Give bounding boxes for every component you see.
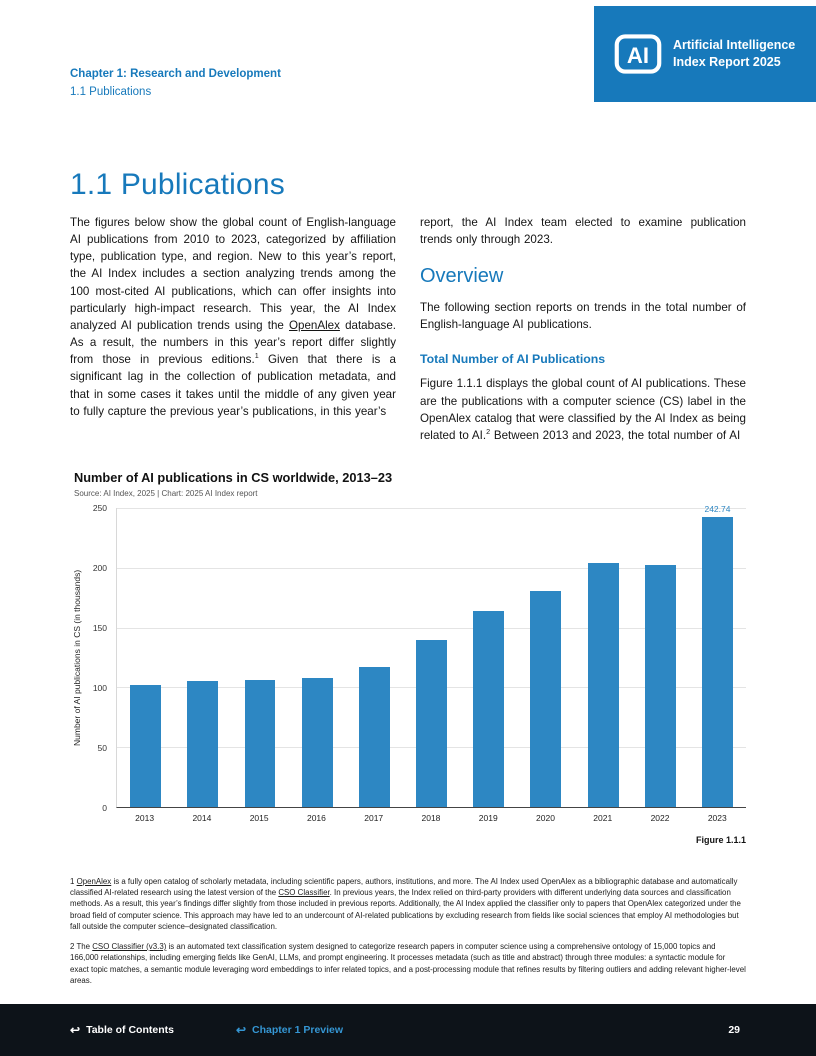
right-paragraph: report, the AI Index team elected to examine publication trends only through 2023.: [420, 216, 746, 247]
chart-section: [70, 470, 746, 845]
y-tick-label: 50: [97, 743, 107, 753]
x-tick-label: 2022: [650, 813, 670, 823]
bar-slot: [517, 508, 574, 807]
subsection-heading: Total Number of AI Publications: [420, 352, 606, 367]
inline-link[interactable]: CSO Classifier: [278, 888, 330, 898]
chapter-preview-label: Chapter 1 Preview: [252, 1024, 344, 1036]
brand-title: [673, 37, 795, 72]
footnote-2: [70, 941, 746, 986]
left-paragraph: [70, 214, 396, 420]
chapter-label: Chapter 1: Research and Development: [70, 68, 281, 80]
y-tick-label: 200: [92, 563, 107, 573]
bar-2018: [416, 640, 447, 807]
bar-2021: [588, 563, 619, 807]
return-arrow-icon: ↩: [70, 1023, 81, 1037]
bar-slot: [403, 508, 460, 807]
bar-slot: [117, 508, 174, 807]
y-tick-label: 0: [102, 803, 107, 813]
chart: [70, 503, 746, 813]
bar-slot: [289, 508, 346, 807]
x-tick-label: 2019: [478, 813, 498, 823]
ai-index-logo-icon: [614, 33, 662, 75]
bar-2014: [187, 681, 218, 807]
y-tick-label: 100: [92, 683, 107, 693]
inline-link[interactable]: CSO Classifier (v3.3): [92, 942, 167, 952]
bar-2020: [530, 591, 561, 807]
bar-2019: [473, 611, 504, 807]
left-column: [70, 214, 396, 444]
subsection-text: [420, 375, 746, 444]
figure-caption: Figure 1.1.1: [695, 835, 746, 845]
bar-2013: [130, 685, 161, 807]
x-tick-label: 2020: [536, 813, 555, 823]
right-column: [420, 214, 746, 444]
inline-link[interactable]: OpenAlex: [289, 318, 340, 332]
brand-title-line2: Index Report 2025: [673, 55, 781, 69]
table-of-contents-label: Table of Contents: [86, 1024, 174, 1036]
text-segment: Given that there is a significant lag in the collection of publication metadata, and that in some cases it takes until the middle of any given year to fully capture the previous year’s publications, in this year’s: [70, 353, 396, 418]
y-tick-label: 250: [92, 503, 107, 513]
inline-link[interactable]: OpenAlex: [76, 877, 112, 886]
chart-y-labels: [84, 503, 114, 813]
x-tick-label: 2015: [249, 813, 269, 823]
text-segment: The figures below show the global count of English-language AI publications from 2010 to 2023, categorized by affiliation type, publication type, and region. New to this year’s report, the AI Index includes a section analyzing trends among the 100 most-cited AI publications, which can offer insights into particularly high-impact research. This year, the AI Index analyzed AI publication trends using the: [70, 216, 396, 332]
footer-bar: [0, 1004, 816, 1056]
text-segment: is a fully open catalog of scholarly metadata, including scientific papers, authors, institutions, and more. The AI Index used OpenAlex as a bibliographic database and automatically classified AI-related research using the latest version of the: [70, 877, 738, 898]
return-arrow-icon: ↩: [235, 1023, 247, 1037]
bar-2016: [302, 678, 333, 807]
footnote-1: [70, 876, 746, 932]
chart-x-labels: [116, 808, 746, 823]
brand-badge: [594, 6, 816, 102]
text-segment: is an automated text classification system designed to categorize research papers in computer science using a comprehensive ontology of 15,000 topics and 166,000 relationships, including emerging fields like GenAI, LLMs, and prompt engineering. It processes metadata (such as title and abstract) through three modules: a syntactic module for exact topic matches, a semantic module leveraging word embeddings to infer related topics, and a post-processing module that refines results by filtering outliers and adding relevant higher-level areas.: [70, 942, 746, 985]
y-axis-title: Number of AI publications in CS (in thousands): [72, 569, 82, 747]
chart-title: Number of AI publications in CS worldwide, 2013–23: [74, 470, 393, 485]
bar-slot: [632, 508, 689, 807]
y-tick-label: 150: [92, 623, 107, 633]
text-segment: Between 2013 and 2023, the total number of AI: [490, 428, 741, 442]
chapter-preview-link[interactable]: [236, 1024, 343, 1036]
bar-2022: [645, 565, 676, 807]
text-segment: Figure 1.1.1 displays the global count of AI publications. These are the publications with a computer science (CS) label in the OpenAlex catalog that were classified by the AI Index as being related to AI.: [420, 377, 746, 442]
x-tick-label: 2017: [364, 813, 384, 823]
page-number: 29: [728, 1024, 740, 1036]
bar-slot: [460, 508, 517, 807]
x-tick-label: 2014: [192, 813, 212, 823]
footnote-ref: 2: [486, 427, 491, 437]
overview-heading: Overview: [420, 265, 504, 288]
chart-plot: [116, 503, 746, 808]
bar-slot: [174, 508, 231, 807]
text-segment: database. As a result, the numbers in this year’s report differ slightly from those in previous editions.: [70, 318, 396, 367]
overview-text: The following section reports on trends in the total number of English-language AI publications.: [420, 300, 746, 332]
x-tick-label: 2013: [135, 813, 155, 823]
chapter-header: [70, 66, 281, 102]
bar-slot: [689, 503, 746, 807]
bar-slot: [231, 508, 288, 807]
chart-source: Source: AI Index, 2025 | Chart: 2025 AI Index report: [74, 489, 258, 498]
text-segment: . In previous years, the Index relied on third-party providers with different underlying data sources and classification methods. As a result, this year’s findings differ slightly from those included in previous reports. Additionally, the AI Index applied the classifier only to papers that OpenAlex categorized under the broad field of computer science. This approach may have led to an undercount of AI-related publications by excluding research from fields like social sciences that employ AI methodologies but fall outside the computer science–designated classification.: [70, 888, 741, 931]
bar-2023: [702, 503, 733, 807]
bar-2017: [359, 667, 390, 807]
bar-2015: [245, 680, 276, 807]
svg-text:AI: AI: [626, 42, 650, 68]
text-segment: 1: [70, 877, 77, 886]
footnotes: [70, 876, 746, 986]
brand-title-line1: Artificial Intelligence: [673, 37, 796, 52]
page-title: 1.1 Publications: [70, 168, 286, 201]
x-tick-label: 2023: [707, 813, 727, 823]
body-columns: [70, 214, 746, 444]
bar-slot: [575, 508, 632, 807]
text-segment: 2 The: [70, 942, 93, 952]
x-tick-label: 2021: [593, 813, 613, 823]
bar-value-label: 242.74: [704, 503, 731, 514]
chart-bars: [117, 503, 746, 807]
footnote-ref: 1: [254, 351, 259, 361]
x-tick-label: 2016: [306, 813, 326, 823]
bar-slot: [346, 508, 403, 807]
x-tick-label: 2018: [421, 813, 441, 823]
table-of-contents-link[interactable]: [70, 1024, 174, 1036]
section-label: 1.1 Publications: [70, 85, 152, 98]
